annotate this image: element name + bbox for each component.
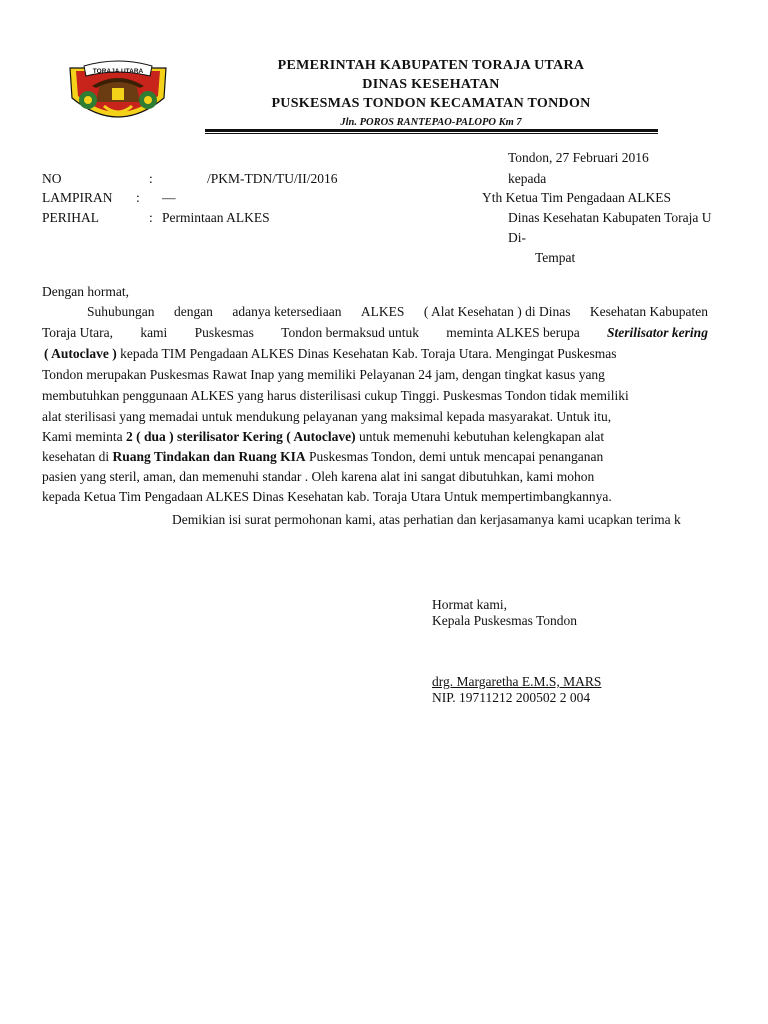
room-names: Ruang Tindakan dan Ruang KIA (112, 449, 306, 464)
kepada-text: kepada (508, 171, 547, 186)
body-word: ( Alat Kesehatan ) di Dinas (423, 304, 571, 319)
body-word: Tondon bermaksud untuk (281, 325, 419, 340)
body-word: ALKES (360, 304, 405, 319)
body-word: Suhubungan (87, 304, 155, 319)
body-line-5: membutuhkan penggunaan ALKES yang harus disterilisasi cukup Tinggi. Puskesmas Tondon tidak memiliki (42, 388, 629, 403)
body-word: Puskesmas (194, 325, 254, 340)
lampiran-label: LAMPIRAN (42, 190, 113, 205)
body-word: dengan (173, 304, 213, 319)
closing-sentence: Demikian isi surat permohonan kami, atas perhatian dan kerjasamanya kami ucapkan terima k (172, 512, 681, 527)
body-line-2 (42, 325, 708, 341)
body-line-8 (42, 449, 603, 465)
body-line-4: Tondon merupakan Puskesmas Rawat Inap yang memiliki Pelayanan 24 jam, dengan tingkat kasus yang (42, 367, 605, 382)
letterhead-rule (205, 129, 658, 132)
signature-name: drg. Margaretha E.M.S, MARS (432, 674, 602, 689)
perihal-label: PERIHAL (42, 210, 99, 225)
signature-regards: Hormat kami, (432, 597, 507, 612)
place-date: Tondon, 27 Februari 2016 (508, 150, 649, 165)
greeting: Dengan hormat, (42, 284, 129, 299)
body-word: kami (140, 325, 168, 340)
body-line-3 (44, 346, 617, 362)
logo-caption: TORAJA UTARA (92, 68, 144, 75)
signature-nip: NIP. 19711212 200502 2 004 (432, 690, 591, 705)
body-text: untuk memenuhi kebutuhan kelengkapan alat (355, 429, 605, 444)
request-quantity: 2 ( dua ) sterilisator Kering ( Autoclave) (125, 429, 356, 444)
body-line-9: pasien yang steril, aman, dan memenuhi standar . Oleh karena alat ini sangat dibutuhkan, kami mohon (42, 469, 595, 484)
body-text: Kami meminta (42, 429, 126, 444)
recipient-di: Di- (508, 230, 526, 245)
item-name: Sterilisator kering (607, 325, 708, 340)
perihal-value: Permintaan ALKES (162, 210, 270, 225)
no-colon: : (149, 171, 153, 186)
body-line-6: alat sterilisasi yang memadai untuk mendukung pelayanan yang maksimal kepada masyarakat. Untuk itu, (42, 409, 612, 424)
no-value: /PKM-TDN/TU/II/2016 (207, 171, 338, 186)
lampiran-value: — (162, 190, 176, 205)
body-text: kesehatan di (42, 449, 113, 464)
body-word: Kesehatan Kabupaten (589, 304, 708, 319)
body-word: meminta ALKES berupa (446, 325, 580, 340)
toraja-utara-logo (64, 58, 172, 132)
item-type: ( Autoclave ) (44, 346, 117, 361)
letterhead-rule-thin (205, 133, 658, 134)
letterhead-institution: PUSKESMAS TONDON KECAMATAN TONDON (271, 96, 591, 111)
letterhead-department: DINAS KESEHATAN (362, 77, 500, 92)
body-word: adanya ketersediaan (232, 304, 342, 319)
recipient-org: Dinas Kesehatan Kabupaten Toraja U (508, 210, 712, 225)
signature-position: Kepala Puskesmas Tondon (432, 613, 578, 628)
recipient-tempat: Tempat (535, 250, 576, 265)
body-text: kepada TIM Pengadaan ALKES Dinas Kesehatan Kab. Toraja Utara. Mengingat Puskesmas (116, 346, 617, 361)
body-line-1 (87, 304, 708, 320)
body-line-7 (42, 429, 604, 445)
body-line-10: kepada Ketua Tim Pengadaan ALKES Dinas Kesehatan kab. Toraja Utara Untuk mempertimbangkannya. (42, 489, 612, 504)
body-text: Puskesmas Tondon, demi untuk mencapai penanganan (305, 449, 604, 464)
letterhead-address: Jln. POROS RANTEPAO-PALOPO Km 7 (340, 117, 522, 128)
letterhead-government: PEMERINTAH KABUPATEN TORAJA UTARA (277, 58, 585, 73)
no-label: NO (42, 171, 62, 186)
perihal-colon: : (149, 210, 153, 225)
body-word: Toraja Utara, (42, 325, 114, 340)
lampiran-colon: : (136, 190, 140, 205)
recipient-title: Yth Ketua Tim Pengadaan ALKES (482, 190, 671, 205)
